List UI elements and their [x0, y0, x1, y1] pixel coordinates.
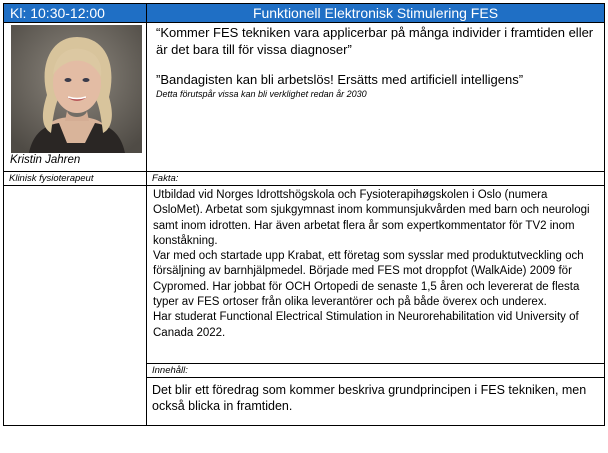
facts-label: Fakta:	[147, 172, 605, 186]
empty-left-cell	[4, 186, 147, 426]
facts-paragraph-2: Var med och startade upp Krabat, ett företag som sysslar med produktutveckling och försäljning av barnhjälpmedel. Började med FES mot droppfot (WalkAide) 2009 för Cypromed. Har jobbat för OCH Ortopedi de senaste 1,5 åren och levererat de flesta typer av FES ortoser från olika leverantörer och på både överex och underex.	[153, 250, 584, 309]
quote-note: Detta förutspår vissa kan bli verklighet redan år 2030	[156, 88, 367, 99]
quotes-cell	[147, 23, 605, 172]
session-time: Kl: 10:30-12:00	[4, 4, 147, 23]
speaker-role: Klinisk fysioterapeut	[4, 172, 147, 186]
facts-row	[4, 186, 605, 364]
program-sheet	[3, 3, 606, 452]
program-table	[3, 3, 605, 426]
facts-paragraph-1: Utbildad vid Norges Idrottshögskola och Fysioterapihøgskolen i Oslo (numera OsloMet). Arbetat som sjukgymnast inom kommunsjukvården med barn och neurologi samt inom idrotten. Har även arbetat flera år som expertkommentator för TV2 inom konståkning.	[153, 189, 590, 247]
content-text: Det blir ett föredrag som kommer beskriva grundprincipen i FES tekniken, men också blicka in framtiden.	[147, 378, 605, 426]
header-row	[4, 4, 605, 23]
facts-paragraph-3: Har studerat Functional Electrical Stimulation in Neurorehabilitation vid University of Canada 2022.	[153, 311, 579, 339]
label-row	[4, 172, 605, 186]
facts-cell	[147, 186, 605, 364]
speaker-row	[4, 23, 605, 172]
quote-2: ”Bandagisten kan bli arbetslös! Ersätts med artificiell intelligens”	[156, 72, 524, 87]
content-label: Innehåll:	[147, 364, 605, 378]
speaker-photo	[11, 25, 142, 153]
quote-1: “Kommer FES tekniken vara applicerbar på många individer i framtiden eller är det bara till för vissa diagnoser”	[156, 25, 594, 57]
speaker-cell	[4, 23, 147, 172]
session-title: Funktionell Elektronisk Stimulering FES	[147, 4, 605, 23]
speaker-name: Kristin Jahren	[10, 154, 81, 166]
speaker-portrait-icon	[11, 25, 142, 153]
